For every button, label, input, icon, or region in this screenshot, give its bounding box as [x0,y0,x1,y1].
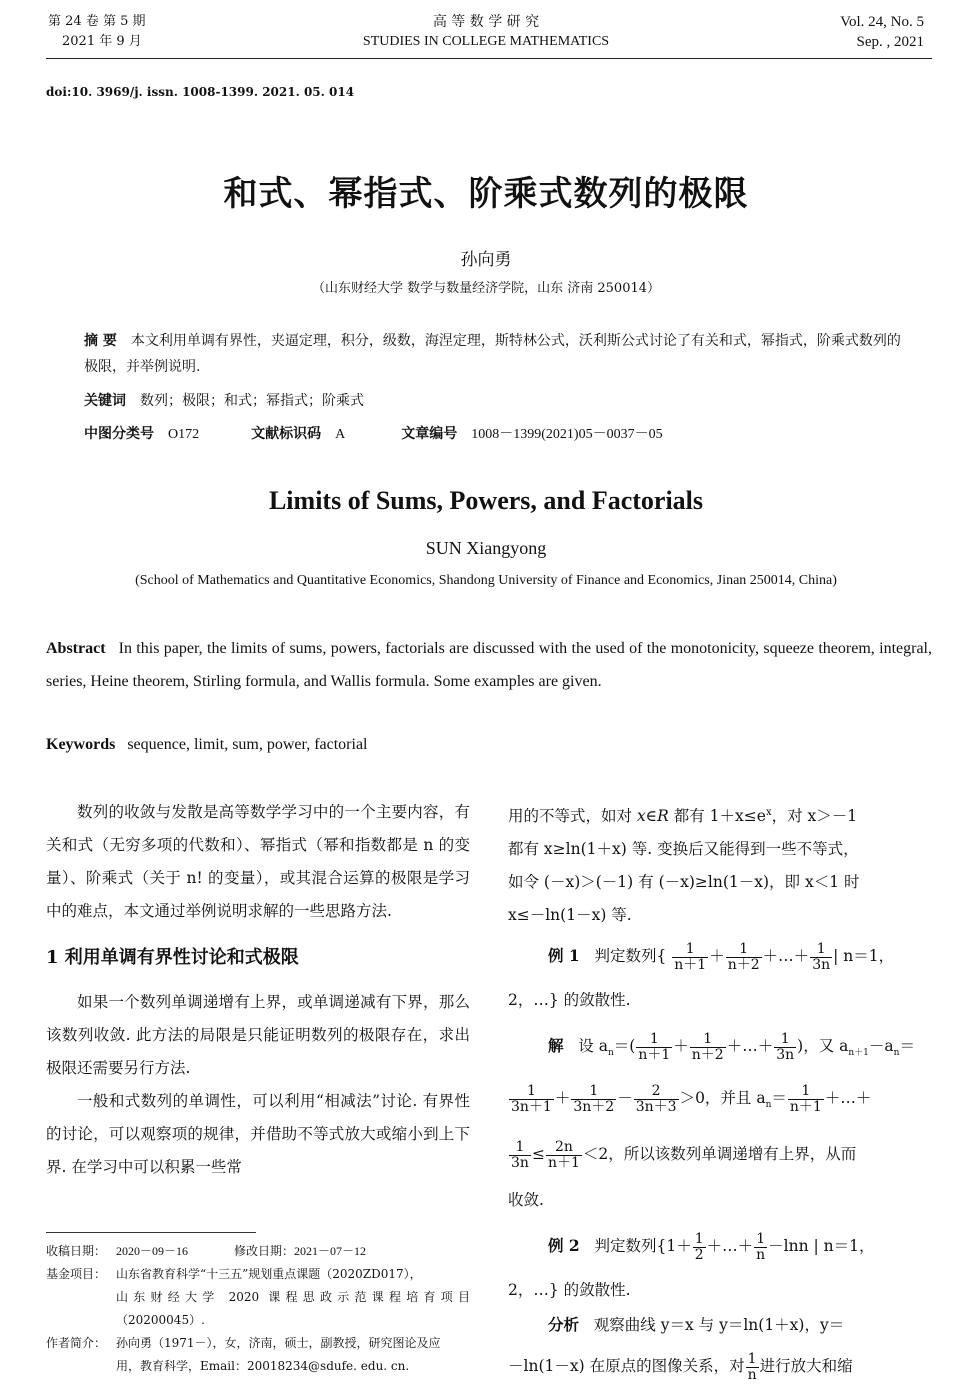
numerator: 1 [694,1230,704,1247]
body-left-column [46,796,470,1184]
solution-label: 解 [548,1036,564,1055]
solution-line-3 [508,1134,934,1174]
fund-label: 基金项目： [46,1267,107,1281]
bio-label: 作者简介： [46,1336,107,1350]
text: 都有 1＋x≤e [668,807,766,826]
denominator: 3n＋2 [573,1098,615,1115]
operator: ＋ [709,947,725,965]
denominator: n＋1 [674,956,707,973]
denominator: n＋1 [789,1098,822,1115]
header-rule [46,58,932,59]
numerator: 2 [634,1084,679,1100]
fraction [788,1084,824,1115]
intro-paragraph: 数列的收敛与发散是高等数学学习中的一个主要内容，有关和式（无穷多项的代数和）、幂指式（幂和指数都是 n 的变量）、阶乘式（关于 n! 的变量），或其混合运算的极限是学习中的难点，本文通过举例说明求解的一些思路方法. [46,803,470,920]
journal-volume-en [840,12,924,52]
fraction [754,1232,767,1263]
numerator: 1 [509,1084,554,1100]
solution-line-2 [508,1078,934,1125]
fraction [726,942,762,973]
denominator: n＋1 [638,1046,671,1063]
subscript: n＋1 [848,1048,869,1059]
doi: doi:10. 3969/j. issn. 1008-1399. 2021. 05. 014 [46,85,355,99]
abstract-en-label: Abstract [46,640,106,657]
fund-text-1: 山东省教育科学“十三五”规划重点课题（2020ZD017）， [116,1267,422,1281]
numerator: 1 [788,1084,824,1100]
title-en: Limits of Sums, Powers, and Factorials [268,486,704,515]
text: ＋…＋ [824,1089,872,1107]
numerator: 1 [754,1232,767,1248]
text: ＝( [613,1037,636,1055]
ineq-line-4: x≤－ln(1－x) 等. [508,906,632,925]
text: | n＝1， [833,947,895,965]
fraction [571,1084,616,1115]
doc-code-value: A [335,427,346,442]
ineq-line-3: 如令 (－x)＞(－1) 有 (－x)≥ln(1－x)，即 x＜1 时 [508,873,860,892]
fraction [690,1032,726,1063]
abstract-en [46,632,932,698]
keywords-zh [84,388,904,414]
footnotes [46,1240,470,1378]
example-1 [508,936,934,976]
clc-label: 中图分类号 [84,426,154,442]
analysis-label: 分析 [548,1315,580,1334]
section-1-heading: 1 利用单调有界性讨论和式极限 [46,947,299,968]
fraction [636,1032,672,1063]
denominator: n [756,1246,766,1263]
received-label: 收稿日期： [46,1244,107,1258]
article-no-value: 1008－1399(2021)05－0037－05 [471,427,663,442]
numerator: 2n [546,1140,582,1156]
numerator: 1 [636,1032,672,1048]
example-2-tail: 2，…} 的敛散性. [508,1281,631,1299]
denominator: n [747,1366,757,1383]
denominator: 2 [694,1246,704,1263]
issue-date: 2021 年 9 月 [62,34,142,49]
revised-label: 修改日期： [234,1244,295,1258]
section-1-paragraph-2: 一般和式数列的单调性，可以利用“相减法”讨论. 有界性的讨论，可以观察项的规律，并借助不等式放大或缩小到上下界. 在学习中可以积累一些常 [46,1092,470,1176]
last-line [508,1346,934,1386]
solution-line-4: 收敛. [508,1191,544,1209]
fraction [509,1140,531,1171]
denominator: 3n＋1 [511,1098,552,1115]
abstract-zh-text: 本文利用单调有界性，夹逼定理，积分，级数，海涅定理，斯特林公式，沃利斯公式讨论了有关和式，幂指式，阶乘式数列的极限，并举例说明. [84,333,901,375]
denominator: n＋2 [691,1046,724,1063]
text: ＋…＋ [706,1237,754,1255]
math: x∈R [636,807,669,826]
text: 设 a [578,1037,608,1055]
numerator: 1 [810,942,832,958]
author-name: 孙向勇 [460,250,512,270]
text: －ln(1－x) 在原点的图像关系，对 [508,1357,745,1375]
section-1-paragraph-1: 如果一个数列单调递增有上界，或单调递减有下界，那么该数列收敛. 此方法的局限是只能证明数列的极限存在，求出极限还需要另行方法. [46,993,470,1077]
subscript: n [893,1048,900,1059]
operator: ＋ [673,1037,689,1055]
example-1-tail: 2，…} 的敛散性. [508,991,631,1009]
example-2 [508,1226,934,1266]
denominator: 3n [776,1046,795,1063]
bio-line [46,1332,470,1355]
denominator: 3n [511,1154,529,1171]
keywords-en [46,732,932,758]
journal-name-en: STUDIES IN COLLEGE MATHEMATICS [362,34,610,49]
fraction [546,1140,582,1171]
clc-value: O172 [168,427,200,442]
analysis-line [508,1308,934,1342]
keywords-zh-text: 数列；极限；和式；幂指式；阶乘式 [140,393,364,409]
keywords-en-text: sequence, limit, sum, power, factorial [127,736,368,753]
article-no-label: 文章编号 [401,426,458,442]
denominator: n＋1 [547,1154,580,1171]
fraction [672,942,708,973]
abstract-en-text: In this paper, the limits of sums, powers, factorials are discussed with the used of the monotonicity, squeeze theorem, integral, series, Heine theorem, Stirling formula, and Wallis formula. Some examples are given. [46,640,933,690]
bio-text-2: 用，教育科学，Email：20018234@sdufe. edu. cn. [116,1359,410,1373]
numerator: 1 [690,1032,726,1048]
abstract-zh [84,328,904,380]
numerator: 1 [726,942,762,958]
footnote-rule [46,1232,256,1233]
text: ＋…＋ [762,947,810,965]
denominator: 3n [812,956,831,973]
keywords-en-label: Keywords [46,736,116,753]
paper-title: 和式、幂指式、阶乘式数列的极限 [223,174,749,214]
dates-line [46,1240,470,1263]
example-1-label: 例 1 [548,946,580,965]
keywords-zh-label: 关键词 [84,393,126,409]
fraction [634,1084,679,1115]
text: )，又 a [797,1037,849,1055]
journal-name [0,12,972,52]
text: ＜2，所以该数列单调递增有上界，从而 [582,1145,857,1163]
text: 用的不等式，如对 [508,807,637,826]
date-en: Sep. , 2021 [856,34,924,50]
received-date: 2020－09－16 [116,1244,189,1258]
fund-line [46,1263,470,1286]
text: ＋…＋ [726,1037,774,1055]
text: －a [868,1037,894,1055]
author-en: SUN Xiangyong [425,538,547,558]
fraction [810,942,832,973]
denominator: 3n＋3 [635,1098,677,1115]
text: ，对 x＞－1 [771,807,858,826]
numerator: 1 [571,1084,616,1100]
solution-line-1 [508,1026,934,1073]
volume-issue: 第 24 卷 第 5 期 [48,14,146,29]
denominator: n＋2 [727,956,760,973]
text: 判定数列{ [594,947,667,965]
affiliation-en: (School of Mathematics and Quantitative Economics, Shandong University of Finance and Economics, Jinan 250014, China) [135,573,837,588]
text: ＞0，并且 a [679,1089,766,1107]
volume-en: Vol. 24, No. 5 [840,14,924,30]
text: ＝ [771,1089,787,1107]
subscript: n [607,1048,614,1059]
numerator: 1 [672,942,708,958]
operator: － [617,1089,633,1107]
operator: ＋ [554,1089,571,1107]
numerator: 1 [746,1352,759,1368]
revised-date: 2021－07－12 [294,1244,367,1258]
text: 观察曲线 y＝x 与 y＝ln(1＋x)，y＝ [593,1316,845,1334]
fraction [774,1032,796,1063]
body-right-column [508,796,934,932]
fund-text-2: 山东财经大学 2020 课程思政示范课程培育项目 [116,1290,470,1304]
text: 判定数列{1＋ [594,1237,692,1255]
fraction [509,1084,554,1115]
superscript: x [765,807,772,818]
bio-text-1: 孙向勇（1971－），女，济南，硕士，副教授，研究图论及应 [116,1336,441,1350]
text: ≤ [531,1145,545,1163]
text: ＝ [899,1037,915,1055]
ineq-line-2: 都有 x≥ln(1＋x) 等. 变换后又能得到一些不等式， [508,840,859,859]
text: 进行放大和缩 [759,1357,853,1375]
fund-text-3: （20200045）. [116,1313,205,1327]
ineq-line-1 [508,796,934,833]
fraction [693,1232,706,1263]
subscript: n [765,1100,772,1111]
numerator: 1 [774,1032,796,1048]
example-2-label: 例 2 [548,1236,580,1255]
fraction [746,1352,759,1383]
abstract-zh-label: 摘 要 [84,333,117,349]
classification-line [84,421,904,448]
text: －lnn | n＝1， [768,1237,875,1255]
journal-name-zh: 高 等 数 学 研 究 [432,14,540,30]
doc-code-label: 文献标识码 [251,426,322,442]
numerator: 1 [509,1140,531,1156]
author-affiliation: （山东财经大学 数学与数量经济学院，山东 济南 250014） [311,281,661,296]
